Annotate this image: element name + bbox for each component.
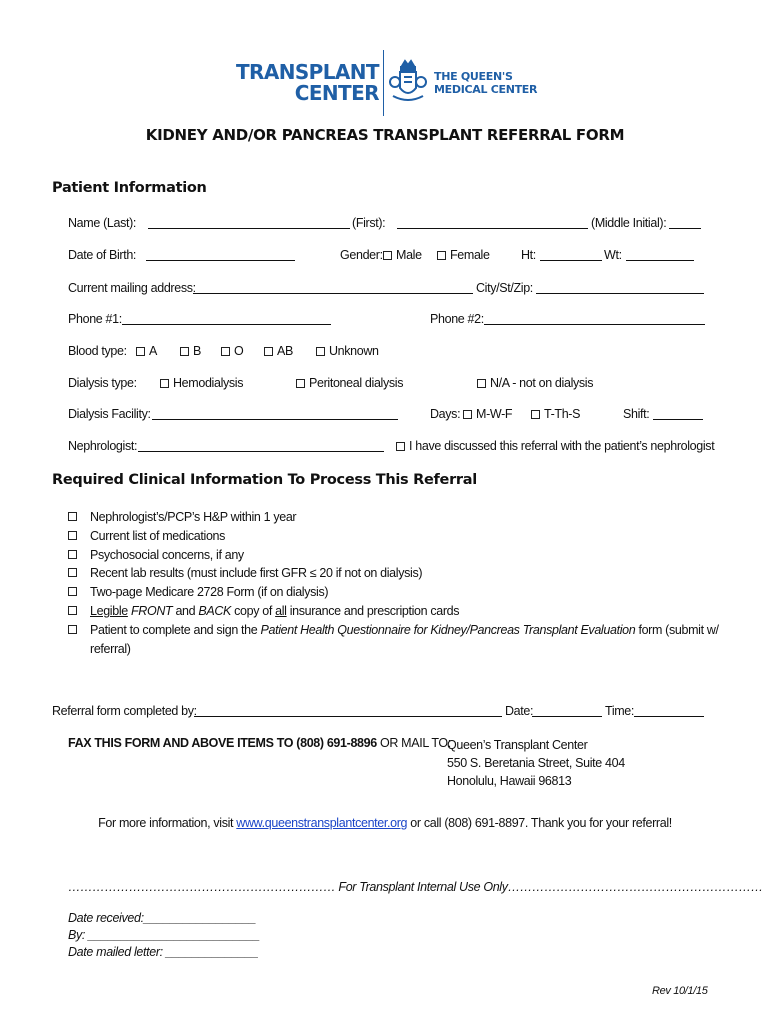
crest-icon <box>388 58 428 104</box>
form-title: KIDNEY AND/OR PANCREAS TRANSPLANT REFERRAL FORM <box>145 126 625 144</box>
phone2-field[interactable] <box>484 312 705 325</box>
list-item[interactable]: Two-page Medicare 2728 Form (if on dialysis) <box>68 583 728 602</box>
logo-line-1: TRANSPLANT <box>236 60 379 84</box>
dialysis-type-label: Dialysis type: <box>68 376 137 390</box>
by-field: By: __________________________ <box>68 928 260 942</box>
address-label: Current mailing address: <box>68 281 196 295</box>
date-field[interactable] <box>532 704 602 717</box>
blood-option-a[interactable]: A <box>136 344 157 358</box>
blood-option-ab[interactable]: AB <box>264 344 293 358</box>
weight-field[interactable] <box>626 248 694 261</box>
checklist-checkbox[interactable] <box>68 568 77 577</box>
blood-option-unknown[interactable]: Unknown <box>316 344 379 358</box>
list-item[interactable]: Recent lab results (must include first GFR ≤ 20 if not on dialysis) <box>68 564 728 583</box>
discussed-checkbox[interactable] <box>396 442 405 451</box>
blood-a-checkbox[interactable] <box>136 347 145 356</box>
shift-field[interactable] <box>653 407 703 420</box>
patient-info-heading: Patient Information <box>52 180 207 196</box>
gender-label: Gender: <box>340 248 383 262</box>
completed-by-label: Referral form completed by: <box>52 704 197 718</box>
dialysis-facility-label: Dialysis Facility: <box>68 407 151 421</box>
name-last-field[interactable] <box>148 216 350 229</box>
phone1-label: Phone #1: <box>68 312 122 326</box>
logo-divider <box>383 50 384 116</box>
partner-line-1: THE QUEEN'S <box>434 70 513 83</box>
more-info: For more information, visit www.queenstransplantcenter.org or call (808) 691-8897. Thank you for your referral! <box>98 816 672 830</box>
internal-use-divider: ………………………………………………………… For Transplant Internal Use Only……………………………………………………… <box>68 880 763 894</box>
nephrologist-label: Nephrologist: <box>68 439 138 453</box>
shift-label: Shift: <box>623 407 650 421</box>
blood-o-checkbox[interactable] <box>221 347 230 356</box>
blood-option-o[interactable]: O <box>221 344 243 358</box>
days-mwf-option[interactable]: M-W-F <box>463 407 512 421</box>
checklist-checkbox[interactable] <box>68 606 77 615</box>
days-label: Days: <box>430 407 461 421</box>
dob-field[interactable] <box>146 248 295 261</box>
list-item[interactable]: Patient to complete and sign the Patient Health Questionnaire for Kidney/Pancreas Transplant Evaluation form (submit w/ referral) <box>68 621 728 659</box>
city-label: City/St/Zip: <box>476 281 533 295</box>
gender-female-checkbox[interactable] <box>437 251 446 260</box>
discussed-option[interactable]: I have discussed this referral with the patient’s nephrologist <box>396 439 714 453</box>
days-tths-option[interactable]: T-Th-S <box>531 407 580 421</box>
checklist-checkbox[interactable] <box>68 587 77 596</box>
list-item[interactable]: Current list of medications <box>68 527 728 546</box>
date-received-field: Date received:_________________ <box>68 911 256 925</box>
revision-label: Rev 10/1/15 <box>652 985 708 997</box>
checklist-checkbox[interactable] <box>68 625 77 634</box>
phone2-label: Phone #2: <box>430 312 484 326</box>
mail-address-line: Queen’s Transplant Center <box>447 738 588 752</box>
dialysis-facility-field[interactable] <box>152 407 398 420</box>
days-tths-checkbox[interactable] <box>531 410 540 419</box>
blood-ab-checkbox[interactable] <box>264 347 273 356</box>
days-mwf-checkbox[interactable] <box>463 410 472 419</box>
blood-b-checkbox[interactable] <box>180 347 189 356</box>
name-last-label: Name (Last): <box>68 216 137 230</box>
checklist-checkbox[interactable] <box>68 512 77 521</box>
time-field[interactable] <box>634 704 704 717</box>
fax-instructions: FAX THIS FORM AND ABOVE ITEMS TO (808) 691-8896 OR MAIL TO: <box>68 736 451 750</box>
city-field[interactable] <box>536 281 704 294</box>
transplant-center-logo <box>236 62 379 104</box>
mail-address <box>447 736 625 790</box>
name-first-field[interactable] <box>397 216 588 229</box>
list-item[interactable]: Legible FRONT and BACK copy of all insurance and prescription cards <box>68 602 728 621</box>
middle-initial-field[interactable] <box>669 216 701 229</box>
checklist-checkbox[interactable] <box>68 550 77 559</box>
website-link[interactable]: www.queenstransplantcenter.org <box>236 816 408 830</box>
height-field[interactable] <box>540 248 602 261</box>
weight-label: Wt: <box>604 248 622 262</box>
dialysis-hemo-option[interactable]: Hemodialysis <box>160 376 243 390</box>
middle-initial-label: (Middle Initial): <box>591 216 667 230</box>
completed-by-field[interactable] <box>194 704 502 717</box>
gender-male-checkbox[interactable] <box>383 251 392 260</box>
mail-address-line: 550 S. Beretania Street, Suite 404 <box>447 756 625 770</box>
internal-use-fields <box>68 910 260 961</box>
dob-label: Date of Birth: <box>68 248 137 262</box>
list-item[interactable]: Psychosocial concerns, if any <box>68 546 728 565</box>
blood-type-label: Blood type: <box>68 344 127 358</box>
checklist-checkbox[interactable] <box>68 531 77 540</box>
gender-male-option[interactable]: Male <box>383 248 422 262</box>
partner-line-2: MEDICAL CENTER <box>434 83 538 96</box>
queens-medical-center-logo <box>434 70 537 96</box>
dialysis-na-option[interactable]: N/A - not on dialysis <box>477 376 593 390</box>
gender-female-option[interactable]: Female <box>437 248 490 262</box>
date-label: Date: <box>505 704 534 718</box>
date-mailed-field: Date mailed letter: ______________ <box>68 945 259 959</box>
clinical-checklist <box>68 508 728 658</box>
mail-address-line: Honolulu, Hawaii 96813 <box>447 774 572 788</box>
nephrologist-field[interactable] <box>138 439 384 452</box>
list-item[interactable]: Nephrologist’s/PCP’s H&P within 1 year <box>68 508 728 527</box>
dialysis-na-checkbox[interactable] <box>477 379 486 388</box>
logo-line-2: CENTER <box>294 81 379 105</box>
name-first-label: (First): <box>352 216 386 230</box>
dialysis-peritoneal-option[interactable]: Peritoneal dialysis <box>296 376 403 390</box>
blood-option-b[interactable]: B <box>180 344 201 358</box>
time-label: Time: <box>605 704 635 718</box>
clinical-heading: Required Clinical Information To Process This Referral <box>52 472 477 488</box>
dialysis-peritoneal-checkbox[interactable] <box>296 379 305 388</box>
dialysis-hemo-checkbox[interactable] <box>160 379 169 388</box>
phone1-field[interactable] <box>122 312 331 325</box>
blood-unknown-checkbox[interactable] <box>316 347 325 356</box>
height-label: Ht: <box>521 248 536 262</box>
address-field[interactable] <box>193 281 473 294</box>
